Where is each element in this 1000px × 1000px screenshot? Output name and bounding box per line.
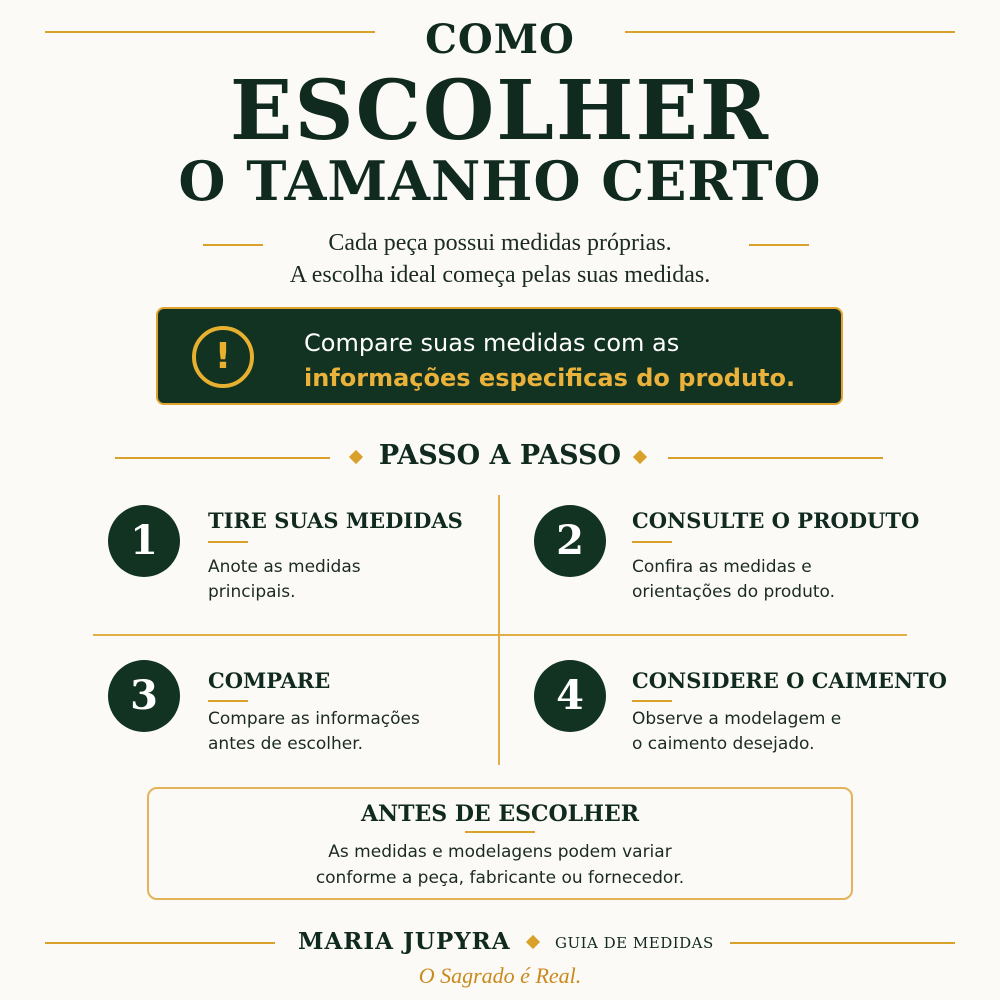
alert-banner <box>156 307 843 405</box>
step-number-badge: 2 <box>534 505 606 577</box>
step-number-badge: 4 <box>534 660 606 732</box>
diamond-icon <box>526 935 540 949</box>
note-title: ANTES DE ESCOLHER <box>360 801 639 827</box>
step-title: CONSULTE O PRODUTO <box>632 508 920 533</box>
step-title: TIRE SUAS MEDIDAS <box>208 508 463 533</box>
step-description-line: Confira as medidas e <box>632 557 812 577</box>
page-title: ESCOLHER <box>229 63 771 159</box>
exclamation-circle-icon: ! <box>192 326 254 388</box>
step-underline <box>208 541 248 543</box>
step-description <box>632 707 882 757</box>
footer-tagline: O Sagrado é Real. <box>418 963 582 988</box>
step-title: CONSIDERE O CAIMENTO <box>632 668 947 693</box>
header-pre-title: COMO <box>425 16 575 63</box>
subtitle-line2: A escolha ideal começa pelas suas medidas. <box>289 262 711 288</box>
note-text-line: conforme a peça, fabricante ou fornecedor. <box>315 868 685 888</box>
step-description-line: Anote as medidas <box>208 557 361 577</box>
step-description <box>208 707 458 757</box>
page-title-line2: O TAMANHO CERTO <box>178 149 822 213</box>
subtitle-line1: Cada peça possui medidas próprias. <box>328 230 672 256</box>
grid-divider-horizontal <box>93 634 907 636</box>
step-description-line: Observe a modelagem e <box>632 709 842 729</box>
step-number-badge: 1 <box>108 505 180 577</box>
step-underline <box>632 700 672 702</box>
step-description <box>632 555 882 605</box>
note-text-line: As medidas e modelagens podem variar <box>328 842 672 862</box>
footer-brand: MARIA JUPYRA <box>298 928 511 955</box>
step-underline <box>632 541 672 543</box>
footer-guide-label: GUIA DE MEDIDAS <box>555 934 714 952</box>
note-text <box>149 839 851 891</box>
note-box <box>147 787 853 900</box>
grid-divider-vertical <box>498 495 500 765</box>
footer-divider-left <box>45 942 275 944</box>
step-underline <box>208 700 248 702</box>
alert-text: Compare suas medidas com as <box>304 329 680 357</box>
step-description-line: o caimento desejado. <box>632 734 815 754</box>
footer-divider-right <box>730 942 955 944</box>
step-description-line: Compare as informações <box>208 709 420 729</box>
step-number-badge: 3 <box>108 660 180 732</box>
step-description <box>208 555 458 605</box>
alert-highlight-text: informações especificas do produto. <box>304 364 796 392</box>
step-description-line: principais. <box>208 582 296 602</box>
note-underline <box>465 831 535 833</box>
step-description-line: orientações do produto. <box>632 582 836 602</box>
section-title: PASSO A PASSO <box>378 440 622 471</box>
step-title: COMPARE <box>208 668 331 693</box>
step-description-line: antes de escolher. <box>208 734 364 754</box>
